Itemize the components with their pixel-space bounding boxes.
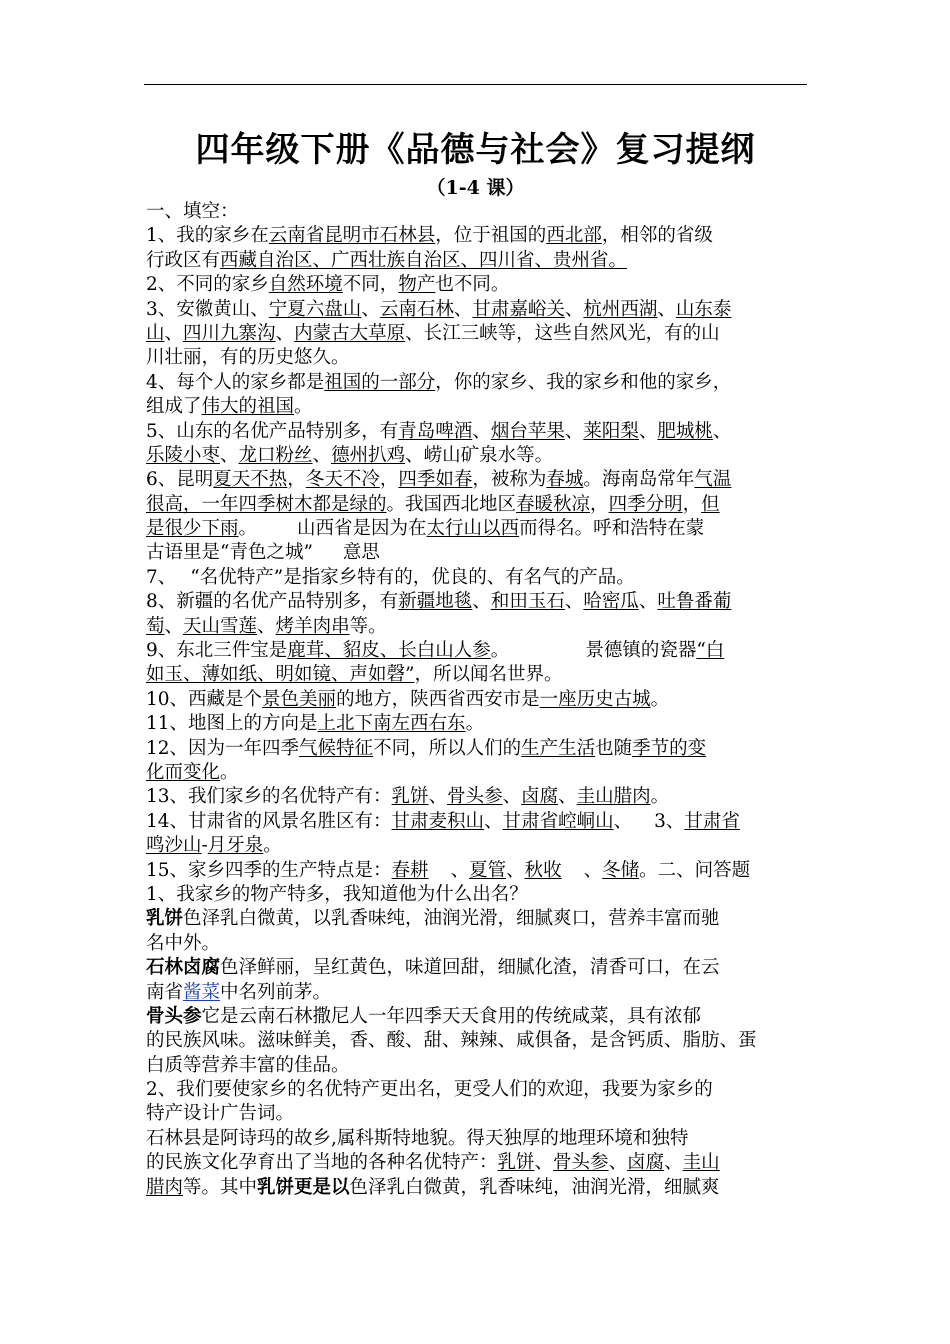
qa-1-question: 1、我家乡的物产特多，我知道他为什么出名？: [146, 883, 528, 905]
answer: 卤腐: [627, 1152, 665, 1174]
qa-1-para-2-line-2: 南省酱菜中名列前茅。: [146, 981, 332, 1003]
answer: 新疆地毯: [398, 591, 473, 613]
term: 乳饼更是以: [257, 1176, 350, 1198]
answer: 青岛啤酒: [398, 420, 473, 442]
term: 骨头参: [146, 1005, 202, 1027]
item-9-line-1: 9、东北三件宝是鹿茸、貂皮、长白山人参。 景德镇的瓷器“白: [146, 640, 725, 662]
answer: 云南省昆明市石林县: [268, 225, 436, 247]
answer: 上北下南左西右东: [317, 713, 466, 735]
answer: 云南石林: [379, 298, 454, 320]
page-subtitle: （1-4 课）: [426, 177, 525, 199]
item-4-line-2: 组成了伟大的祖国。: [146, 396, 313, 418]
item-13: 13、我们家乡的名优特产有：乳饼、骨头参、卤腐、圭山腊肉。: [146, 786, 670, 808]
answer: 龙口粉丝: [238, 444, 313, 466]
item-8-line-2: 萄、天山雪莲、烤羊肉串等。: [146, 615, 387, 637]
answer: 腊肉: [146, 1176, 184, 1198]
answer: 卤腐: [521, 786, 559, 808]
answer: 景色美丽: [262, 688, 337, 710]
answer: 乳饼: [391, 786, 429, 808]
answer: 月牙泉: [207, 835, 264, 857]
answer: 杭州西湖: [583, 298, 658, 320]
qa-1-para-3-line-2: 的民族风味。滋味鲜美，香、酸、甜、辣辣、咸俱备，是含钙质、脂肪、蛋: [146, 1030, 757, 1052]
answer: 烤羊肉串: [275, 615, 350, 637]
term: 乳饼: [146, 908, 184, 930]
answer: 气温: [694, 469, 732, 491]
item-4-line-1: 4、每个人的家乡都是祖国的一部分，你的家乡、我的家乡和他的家乡，: [146, 371, 732, 393]
answer: 圭山: [682, 1152, 720, 1174]
answer: 吐鲁番葡: [657, 591, 732, 613]
qa-2-answer-line-1: 石林县是阿诗玛的故乡,属科斯特地貌。得天独厚的地理环境和独特: [146, 1127, 689, 1149]
answer: 一座历史古城: [539, 688, 651, 710]
section-heading: 一、填空：: [146, 201, 239, 222]
answer: 生产生活: [521, 737, 596, 759]
answer: 西藏自治区、广西壮族自治区、四川省、贵州省。: [220, 249, 628, 271]
item-15: 15、家乡四季的生产特点是：春耕 、夏管、秋收 、冬储。二、问答题: [146, 859, 751, 881]
qa-1-para-1-line-2: 名中外。: [146, 932, 221, 954]
term: 石林卤腐: [146, 957, 221, 979]
answer: 春耕: [391, 859, 429, 881]
answer: 太行山以西: [426, 518, 520, 540]
answer: 四季如春: [398, 469, 473, 491]
item-12-line-1: 12、因为一年四季气候特征不同，所以人们的生产生活也随季节的变: [146, 737, 707, 759]
header-rule: [144, 84, 807, 85]
qa-2-answer-line-2: 的民族文化孕育出了当地的各种名优特产：乳饼、骨头参、卤腐、圭山: [146, 1152, 720, 1174]
item-6-line-1: 6、昆明夏天不热，冬天不冷，四季如春，被称为春城。海南岛常年气温: [146, 469, 732, 491]
answer: 伟大的祖国: [201, 396, 295, 418]
item-8-line-1: 8、新疆的名优产品特别多，有新疆地毯、和田玉石、哈密瓜、吐鲁番葡: [146, 591, 732, 613]
answer: 山: [146, 322, 165, 344]
answer: 骨头参: [553, 1152, 609, 1174]
answer: 祖国的一部分: [324, 371, 436, 393]
answer: 夏天不热: [213, 469, 288, 491]
answer: 化而变化: [146, 761, 221, 783]
answer: 四季分明: [608, 493, 683, 515]
qa-1-para-2-line-1: 石林卤腐色泽鲜丽，呈红黄色，味道回甜，细腻化渣，清香可口，在云: [146, 957, 720, 979]
answer: 山东泰: [675, 298, 732, 320]
item-6-line-3: 是很少下雨。 山西省是因为在太行山以西而得名。呼和浩特在蒙: [146, 518, 705, 540]
answer: 物产: [398, 274, 436, 296]
item-12-line-2: 化而变化。: [146, 761, 239, 783]
answer: “白: [696, 640, 725, 662]
item-11: 11、地图上的方向是上北下南左西右东。: [146, 713, 485, 735]
item-5-line-1: 5、山东的名优产品特别多，有青岛啤酒、烟台苹果、莱阳梨、肥城桃、: [146, 420, 732, 442]
answer: 莱阳梨: [583, 420, 639, 442]
item-7: 7、 “名优特产”是指家乡特有的，优良的、有名气的产品。: [146, 566, 635, 588]
answer: 鸣沙山: [146, 835, 202, 857]
answer: 气候特征: [299, 737, 374, 759]
item-2: 2、不同的家乡自然环境不同，物产也不同。: [146, 274, 510, 296]
item-3-line-2: 山、四川九寨沟、内蒙古大草原、长江三峡等，这些自然风光，有的山: [146, 322, 720, 344]
answer: 甘肃省: [684, 810, 740, 832]
answer: 和田玉石: [490, 591, 565, 613]
answer: 冬储: [602, 859, 640, 881]
item-1-line-1: 1、我的家乡在云南省昆明市石林县，位于祖国的西北部，相邻的省级: [146, 225, 713, 247]
answer: 秋收: [524, 859, 562, 881]
answer: 如玉、薄如纸、明如镜、声如磬”: [146, 664, 415, 686]
item-3-line-1: 3、安徽黄山、宁夏六盘山、云南石林、甘肃嘉峪关、杭州西湖、山东泰: [146, 298, 732, 320]
item-5-line-2: 乐陵小枣、龙口粉丝、德州扒鸡、崂山矿泉水等。: [146, 444, 554, 466]
answer: 宁夏六盘山: [268, 298, 362, 320]
answer: 很高，一年四季树木都是绿的: [146, 493, 387, 515]
answer: 萄: [146, 615, 165, 637]
page-title: 四年级下册《品德与社会》复习提纲: [195, 130, 756, 170]
answer: 哈密瓜: [583, 591, 639, 613]
answer: 是很少下雨: [146, 518, 239, 540]
answer: 自然环境: [268, 274, 343, 296]
item-6-line-2: 很高，一年四季树木都是绿的。我国西北地区春暖秋凉，四季分明，但: [146, 493, 720, 515]
answer: 圭山腊肉: [576, 786, 651, 808]
jiangcai-link[interactable]: 酱菜: [183, 981, 221, 1003]
answer: 冬天不冷: [305, 469, 380, 491]
answer: 春城: [546, 469, 584, 491]
qa-2-question-line-2: 特产设计广告词。: [146, 1103, 295, 1125]
item-1-line-2: 行政区有西藏自治区、广西壮族自治区、四川省、贵州省。: [146, 249, 810, 273]
item-14-line-2: 鸣沙山-月牙泉。: [146, 835, 282, 857]
answer: 夏管: [469, 859, 507, 881]
item-6-line-4: 古语里是“青色之城” 意思: [146, 542, 380, 564]
answer: 但: [701, 493, 720, 515]
qa-1-para-1-line-1: 乳饼色泽乳白微黄，以乳香味纯，油润光滑，细腻爽口，营养丰富而驰: [146, 908, 720, 930]
answer: 烟台苹果: [490, 420, 565, 442]
answer: 西北部: [546, 225, 602, 247]
answer: 乳饼: [497, 1152, 535, 1174]
answer: 天山雪莲: [183, 615, 258, 637]
qa-1-para-3-line-1: 骨头参它是云南石林撒尼人一年四季天天食用的传统咸菜，具有浓郁: [146, 1005, 702, 1027]
qa-1-para-3-line-3: 白质等营养丰富的佳品。: [146, 1054, 350, 1076]
answer: 内蒙古大草原: [294, 322, 406, 344]
item-3-line-3: 川壮丽，有的历史悠久。: [146, 347, 350, 369]
document-body: [146, 200, 810, 1200]
answer: 甘肃麦积山: [391, 810, 485, 832]
answer: 甘肃省崆峒山: [502, 810, 614, 832]
answer: 德州扒鸡: [331, 444, 406, 466]
qa-2-answer-line-3: 腊肉等。其中乳饼更是以色泽乳白微黄，乳香味纯，油润光滑，细腻爽: [146, 1176, 720, 1198]
answer: 甘肃嘉峪关: [472, 298, 565, 320]
answer: 肥城桃: [657, 420, 713, 442]
item-9-line-2: 如玉、薄如纸、明如镜、声如磬”，所以闻名世界。: [146, 664, 563, 686]
answer: 四川九寨沟: [183, 322, 276, 344]
item-10: 10、西藏是个景色美丽的地方，陕西省西安市是一座历史古城。: [146, 688, 670, 710]
qa-2-question-line-1: 2、我们要使家乡的名优特产更出名，更受人们的欢迎，我要为家乡的: [146, 1079, 713, 1101]
answer: 季节的变: [632, 737, 707, 759]
answer: 鹿茸、貂皮、长白山人参: [287, 640, 491, 662]
answer: 春暖秋凉: [516, 493, 591, 515]
answer: 乐陵小枣: [146, 444, 221, 466]
item-14-line-1: 14、甘肃省的风景名胜区有：甘肃麦积山、甘肃省崆峒山、 3、甘肃省: [146, 810, 740, 832]
answer: 骨头参: [447, 786, 503, 808]
